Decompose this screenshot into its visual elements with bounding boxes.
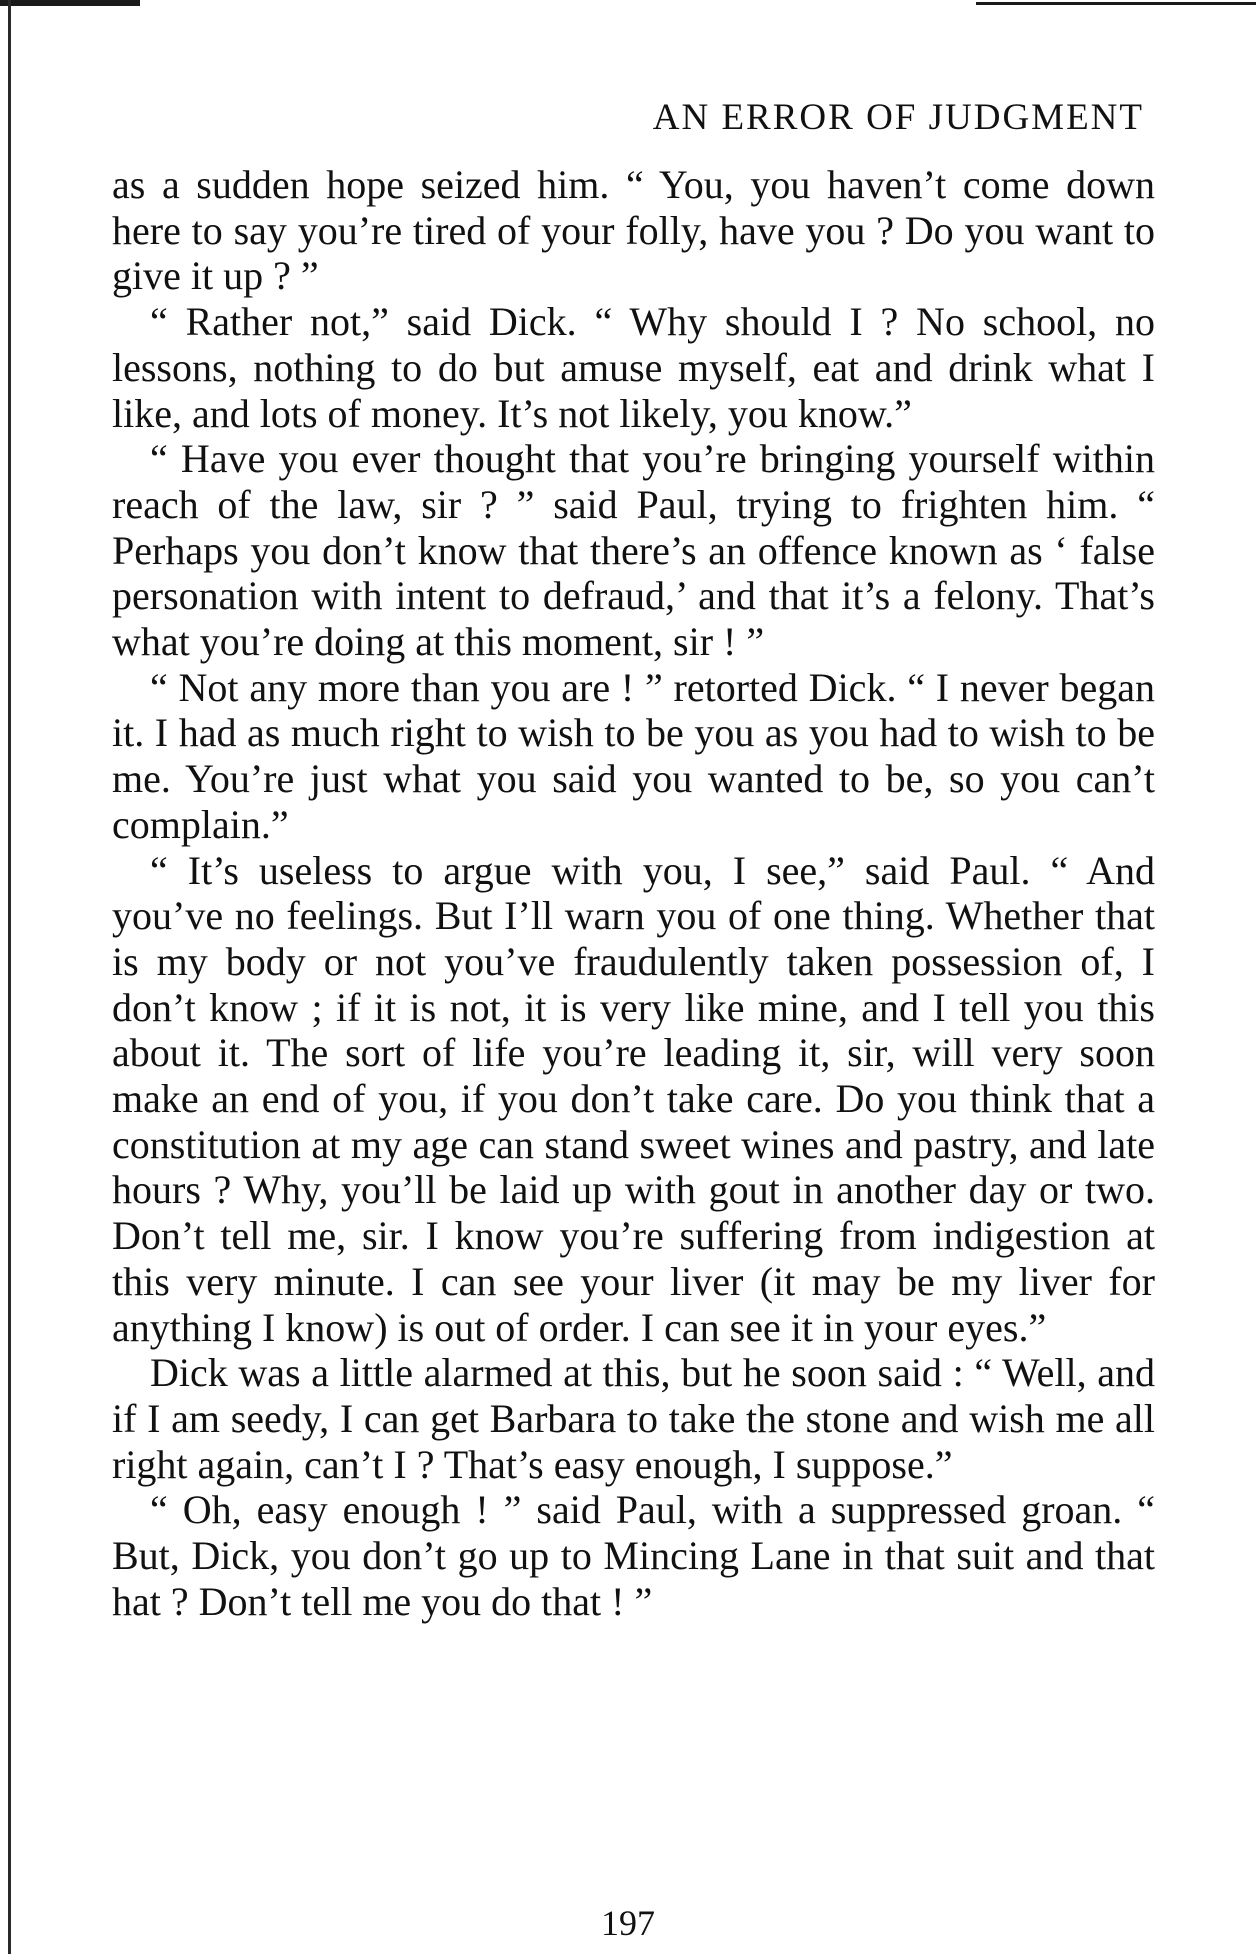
paragraph: Dick was a little alarmed at this, but he soon said : “ Well, and if I am seedy, I can get Barbara to take the stone and wish me all right again, can’t I ? That’s easy enough, I suppose.” — [112, 1350, 1155, 1487]
body-text — [112, 162, 1155, 1625]
scan-edge-left — [8, 0, 11, 1954]
paragraph: “ Have you ever thought that you’re bringing yourself within reach of the law, sir ? ” said Paul, trying to frighten him. “ Perhaps you don’t know that there’s an offence known as ‘ false personation with intent to defraud,’ and that it’s a felony. That’s what you’re doing at this moment, sir ! ” — [112, 436, 1155, 665]
scan-edge-top-left — [0, 0, 140, 6]
page-number: 197 — [601, 1903, 655, 1943]
paragraph-continued: as a sudden hope seized him. “ You, you haven’t come down here to say you’re tired of your folly, have you ? Do you want to give it up ? ” — [112, 162, 1155, 299]
scan-edge-top-right — [976, 2, 1256, 5]
running-head: AN ERROR OF JUDGMENT — [652, 97, 1144, 138]
paragraph: “ Oh, easy enough ! ” said Paul, with a suppressed groan. “ But, Dick, you don’t go up to Mincing Lane in that suit and that hat ? Don’t tell me you do that ! ” — [112, 1487, 1155, 1624]
paragraph: “ Not any more than you are ! ” retorted Dick. “ I never began it. I had as much right to wish to be you as you had to wish to be me. You’re just what you said you wanted to be, so you can’t complain.” — [112, 664, 1155, 847]
paragraph: “ It’s useless to argue with you, I see,” said Paul. “ And you’ve no feelings. But I’ll warn you of one thing. Whether that is my body or not you’ve fraudulently taken possession of, I don’t know ; if it is not, it is very like mine, and I tell you this about it. The sort of life you’re leading it, sir, will very soon make an end of you, if you don’t take care. Do you think that a constitution at my age can stand sweet wines and pastry, and late hours ? Why, you’ll be laid up with gout in another day or two. Don’t tell me, sir. I know you’re suffering from indigestion at this very minute. I can see your liver (it may be my liver for anything I know) is out of order. I can see it in your eyes.” — [112, 847, 1155, 1350]
paragraph: “ Rather not,” said Dick. “ Why should I ? No school, no lessons, nothing to do but amuse myself, eat and drink what I like, and lots of money. It’s not likely, you know.” — [112, 299, 1155, 436]
